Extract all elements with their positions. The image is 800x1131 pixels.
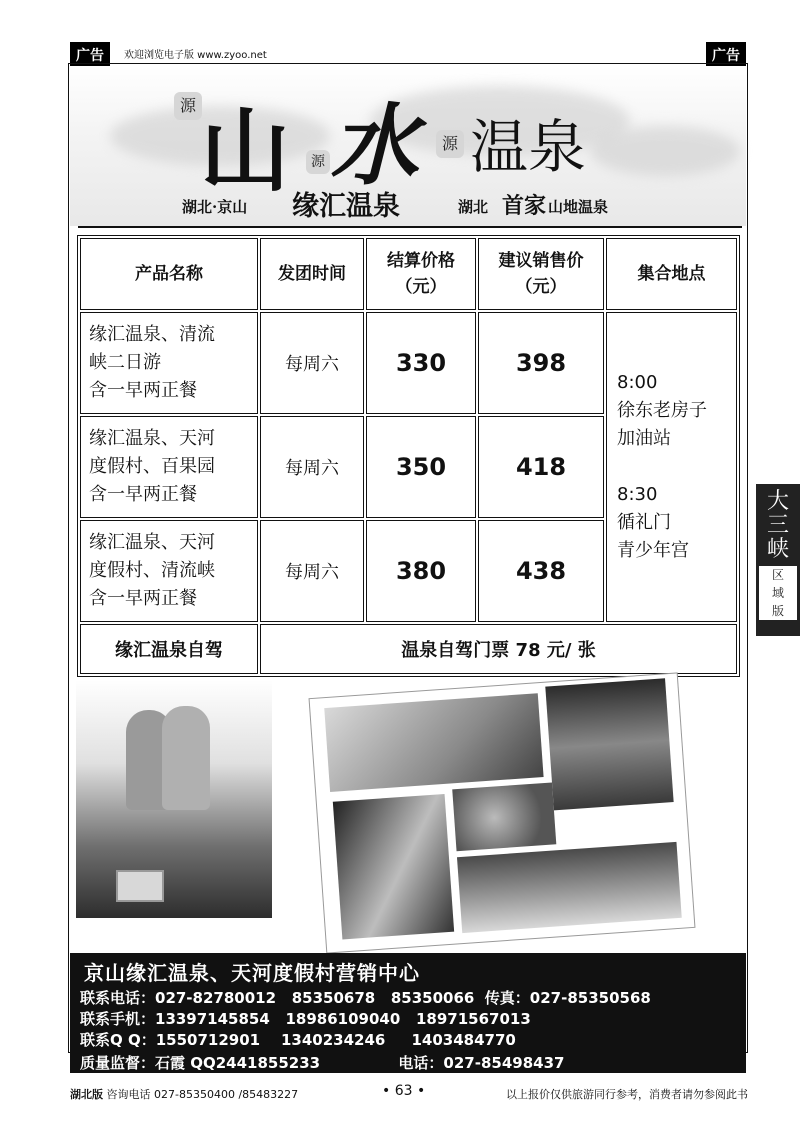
- contact-qq: 联系Q Q：1550712901 1340234246 1403484770: [80, 1031, 516, 1049]
- bottom-left-info: 湖北版 咨询电话 027-85350400 /85483227: [70, 1088, 299, 1101]
- depart-time: 每周六: [260, 312, 364, 414]
- ad-tag-right: 广告: [706, 42, 746, 68]
- disclaimer: 以上报价仅供旅游同行参考，消费者请勿参阅此书: [506, 1088, 748, 1101]
- page-number: • 63 •: [382, 1083, 426, 1099]
- waterfall-photo: [545, 678, 673, 810]
- region-side-tab: [756, 484, 800, 636]
- product-name: 缘汇温泉、天河 度假村、清流峡 含一早两正餐: [80, 520, 258, 622]
- seal-icon: 源: [306, 150, 330, 174]
- table-row: [80, 312, 737, 414]
- banner-title: 温泉: [470, 113, 587, 181]
- settle-price: 380: [366, 520, 476, 622]
- header-depart: 发团时间: [260, 238, 364, 310]
- stream-photo: [457, 842, 682, 933]
- region-title: 大 三 峡: [766, 489, 789, 562]
- depart-time: 每周六: [260, 416, 364, 518]
- footer-title: 京山缘汇温泉、天河度假村营销中心: [84, 961, 420, 985]
- contact-mobile: 联系手机：13397145854 18986109040 18971567013: [80, 1010, 531, 1028]
- header-settle: 结算价格 （元）: [366, 238, 476, 310]
- header-retail: 建议销售价 （元）: [478, 238, 604, 310]
- table-header-row: [80, 238, 737, 310]
- retail-price: 418: [478, 416, 604, 518]
- seal-icon: 源: [436, 130, 464, 158]
- depart-time: 每周六: [260, 520, 364, 622]
- header-product: 产品名称: [80, 238, 258, 310]
- contact-phone: 联系电话：027-82780012 85350678 85350066 传真：027-85350568: [80, 989, 651, 1007]
- cascade-photo: [333, 794, 454, 939]
- website-notice: 欢迎浏览电子版 www.zyoo.net: [124, 50, 267, 61]
- flower-photo: [324, 693, 543, 792]
- tagline-first: 首家: [502, 193, 547, 219]
- divider: [78, 226, 742, 228]
- fruit-photo: [452, 782, 556, 851]
- tagline-province: 湖北: [458, 198, 489, 216]
- self-drive-ticket: 温泉自驾门票 78 元/ 张: [260, 624, 737, 674]
- meeting-points: 8:00 徐东老房子 加油站 8:30 循礼门 青少年宫: [606, 312, 737, 622]
- tagline-location: 湖北·京山: [182, 198, 248, 216]
- seal-icon: 源: [174, 92, 202, 120]
- settle-price: 330: [366, 312, 476, 414]
- ad-tag-left: 广告: [70, 42, 110, 68]
- settle-price: 350: [366, 416, 476, 518]
- tagline-mountain-spring: 山地温泉: [548, 198, 609, 216]
- retail-price: 398: [478, 312, 604, 414]
- supervision-line: 质量监督：石霞 QQ2441855233 电话：027-85498437: [80, 1054, 565, 1072]
- supervision-bar: [70, 1051, 746, 1073]
- self-drive-row: [80, 624, 737, 674]
- region-subtitle: 区 域 版: [759, 566, 797, 620]
- retail-price: 438: [478, 520, 604, 622]
- brush-character-mountain: 山: [200, 98, 290, 204]
- product-name: 缘汇温泉、清流 峡二日游 含一早两正餐: [80, 312, 258, 414]
- product-name: 缘汇温泉、天河 度假村、百果园 含一早两正餐: [80, 416, 258, 518]
- brush-character-water: 水: [330, 93, 419, 197]
- photo-collage: [310, 673, 695, 952]
- contact-footer: [70, 953, 746, 1051]
- hot-spring-bathers-photo: [76, 680, 272, 918]
- tagline-brand: 缘汇温泉: [292, 191, 400, 222]
- header-meet: 集合地点: [606, 238, 737, 310]
- price-table: [77, 235, 740, 677]
- self-drive-label: 缘汇温泉自驾: [80, 624, 258, 674]
